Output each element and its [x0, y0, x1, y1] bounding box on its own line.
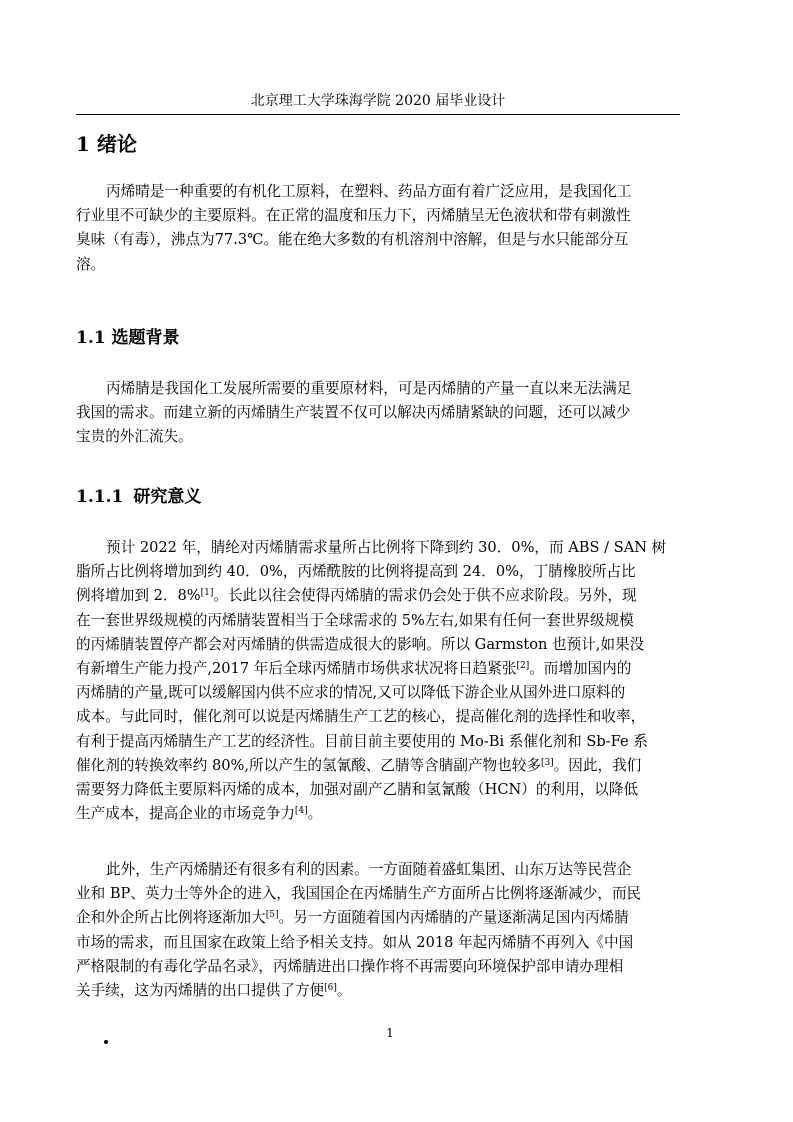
text-run: 催化剂的转换效率约 80%,所以产生的氢氰酸、乙腈等含腈副产物也较多	[76, 756, 541, 774]
text-line: 严格限制的有毒化学品名录》，丙烯腈进出口操作将不再需要向环境保护部申请办理相	[76, 957, 624, 975]
intro-paragraph	[76, 180, 680, 277]
section-number: 1.1.1	[76, 487, 124, 507]
text-line: 脂所占比例将增加到约 40．0%，丙烯酰胺的比例将提高到 24．0%，丁腈橡胶所占比	[76, 563, 636, 581]
text-line: 业和 BP、英力士等外企的进入，我国国企在丙烯腈生产方面所占比例将逐渐减少，而民	[76, 885, 642, 903]
text-line: 溶。	[76, 255, 106, 273]
text-run: 。另一方面随着国内丙烯腈的产量逐渐满足国内丙烯腈	[278, 909, 629, 927]
section-heading-text: 研究意义	[133, 487, 202, 507]
text-line	[76, 657, 680, 681]
citation-ref: [5]	[265, 910, 279, 921]
significance-paragraph-1	[76, 536, 680, 826]
text-run: 有新增生产能力投产,2017 年后全球丙烯腈市场供求状况将日趋紧张	[76, 659, 517, 677]
stray-dot-mark	[104, 1040, 108, 1044]
text-line: 市场的需求，而且国家在政策上给予相关支持。如从 2018 年起丙烯腈不再列入《中国	[76, 933, 634, 951]
text-line	[76, 802, 680, 826]
text-line: 我国的需求。而建立新的丙烯腈生产装置不仅可以解决丙烯腈紧缺的问题，还可以减少	[76, 404, 631, 422]
text-line: 预计 2022 年，腈纶对丙烯腈需求量所占比例将下降到约 30．0%，而 ABS / SAN 树	[106, 539, 667, 556]
text-line	[76, 754, 680, 778]
text-run: 。	[307, 805, 323, 823]
page-number: 1	[386, 1026, 394, 1040]
text-run: 。长此以往会使得丙烯腈的需求仍会处于供不应求阶段。另外，现	[213, 587, 637, 605]
citation-ref: [1]	[200, 588, 214, 599]
text-run: 生产成本，提高企业的市场竞争力	[76, 805, 295, 823]
text-line: 有利于提高丙烯腈生产工艺的经济性。目前目前主要使用的 Mo-Bi 系催化剂和 Sb-Fe 系	[76, 732, 648, 750]
section-title-1-1-1	[76, 486, 201, 508]
text-run: 例将增加到 2．8%	[76, 587, 201, 605]
text-line	[76, 584, 680, 608]
text-line: 丙烯晴是一种重要的有机化工原料，在塑料、药品方面有着广泛应用，是我国化工	[106, 183, 632, 200]
text-run: 企和外企所占比例将逐渐加大	[76, 909, 266, 927]
background-paragraph	[76, 377, 680, 450]
header-rule	[76, 114, 680, 115]
citation-ref: [4]	[294, 806, 308, 817]
text-line: 丙烯腈的产量,既可以缓解国内供不应求的情况,又可以降低下游企业从国外进口原料的	[76, 684, 626, 702]
running-header: 北京理工大学珠海学院 2020 届毕业设计	[250, 93, 506, 109]
text-run: 。	[336, 981, 352, 999]
text-line: 在一套世界级规模的丙烯腈装置相当于全球需求的 5%左右,如果有任何一套世界级规模	[76, 611, 634, 629]
text-line: 此外，生产丙烯腈还有很多有利的因素。一方面随着盛虹集团、山东万达等民营企	[106, 861, 632, 878]
text-line: 行业里不可缺少的主要原料。在正常的温度和压力下，丙烯腈呈无色液状和带有刺激性	[76, 207, 631, 225]
text-line: 需要努力降低主要原料丙烯的成本，加强对副产乙腈和氢氰酸（HCN）的利用，以降低	[76, 780, 639, 798]
text-run: 。因此，我们	[553, 756, 642, 774]
text-line: 成本。与此同时，催化剂可以说是丙烯腈生产工艺的核心，提高催化剂的选择性和收率，	[76, 708, 646, 726]
text-line	[76, 979, 680, 1003]
text-line	[76, 906, 680, 930]
text-line: 宝贵的外汇流失。	[76, 428, 193, 446]
significance-paragraph-2	[76, 858, 680, 1003]
text-line: 丙烯腈是我国化工发展所需要的重要原材料，可是丙烯腈的产量一直以来无法满足	[106, 380, 632, 397]
text-run: 。而增加国内的	[529, 659, 632, 677]
citation-ref: [6]	[324, 982, 337, 993]
citation-ref: [3]	[540, 757, 554, 768]
section-title-1-1: 1.1 选题背景	[76, 328, 180, 348]
text-line: 的丙烯腈装置停产都会对丙烯腈的供需造成很大的影响。所以 Garmston 也预计,如果没	[76, 635, 645, 653]
text-line: 臭味（有毒），沸点为77.3℃。能在绝大多数的有机溶剂中溶解，但是与水只能部分互	[76, 231, 629, 249]
text-run: 关手续，这为丙烯腈的出口提供了方便	[76, 981, 325, 999]
citation-ref: [2]	[516, 660, 530, 671]
chapter-title: 1 绪论	[76, 132, 137, 156]
